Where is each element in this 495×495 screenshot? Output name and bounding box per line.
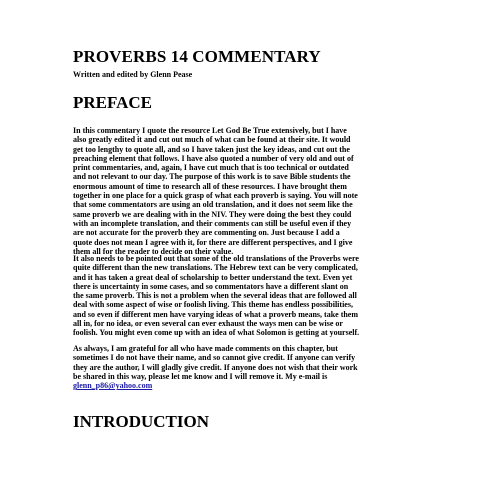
email-line	[73, 381, 428, 390]
preface-paragraph-3	[73, 344, 428, 390]
text-line: print commentaries, and, again, I have cut much that is too technical or outdated	[73, 163, 349, 173]
text-line: are not accurate for the proverb they are commenting on. Just because I add a	[73, 228, 340, 238]
text-line: all in, for no idea, or even several can ever exhaust the ways men can be wise or	[73, 319, 343, 329]
author-byline: Written and edited by Glenn Pease	[73, 70, 193, 79]
text-line: preaching element that follows. I have also quoted a number of very old and out of	[73, 153, 354, 163]
text-line: and not relevant to our day. The purpose of this work is to save Bible students the	[73, 172, 351, 182]
introduction-heading: INTRODUCTION	[73, 412, 210, 431]
email-link[interactable]: glenn_p86@yahoo.com	[73, 381, 153, 391]
text-line: them all for the reader to decide on their value.	[73, 246, 234, 256]
preface-paragraph-2	[73, 254, 428, 338]
text-line: quite different than the new translations. The Hebrew text can be very complicated,	[73, 263, 358, 273]
text-line: sometimes I do not have their name, and so cannot give credit. If anyone can verify	[73, 353, 356, 363]
text-line: that some commentators are using an old translation, and it does not seem like the	[73, 200, 353, 210]
text-line: In this commentary I quote the resource Let God Be True extensively, but I have	[73, 126, 347, 135]
text-line: deal with some aspect of wise or foolish living. This theme has endless possibilities,	[73, 300, 353, 310]
text-line: and so even if different men have varying ideas of what a proverb means, take them	[73, 309, 359, 319]
text-line: be shared in this way, please let me know and I will remove it. My e-mail is	[73, 371, 328, 381]
text-line: with an incomplete translation, and their comments can still be useful even if they	[73, 218, 352, 228]
text-line: also greatly edited it and cut out much of what can be found at their site. It would	[73, 135, 351, 145]
text-line: It also needs to be pointed out that some of the old translations of the Proverbs were	[73, 254, 359, 263]
text-line: enormous amount of time to research all of these resources. I have brought them	[73, 181, 347, 191]
text-line: quote does not mean I agree with it, for there are different perspectives, and I give	[73, 237, 353, 247]
text-line: they are the author, I will gladly give credit. If anyone does not wish that their work	[73, 362, 358, 372]
preface-heading: PREFACE	[73, 93, 153, 112]
text-line: foolish. You might even come up with an idea of what Solomon is getting at yourself.	[73, 328, 360, 338]
preface-paragraph-1	[73, 126, 428, 256]
text-line: there is uncertainty in some cases, and so commentators have a different slant on	[73, 281, 349, 291]
text-line: same proverb we are dealing with in the NIV. They were doing the best they could	[73, 209, 352, 219]
text-line: get too lengthy to quote all, and so I have taken just the key ideas, and cut out the	[73, 144, 350, 154]
text-line: together in one place for a quick grasp of what each proverb is saying. You will note	[73, 191, 358, 201]
document-title: PROVERBS 14 COMMENTARY	[73, 47, 321, 66]
text-line: and it has taken a great deal of scholarship to better understand the text. Even yet	[73, 272, 353, 282]
text-line: As always, I am grateful for all who have made comments on this chapter, but	[73, 344, 338, 353]
text-line: the same proverb. This is not a problem when the several ideas that are followed all	[73, 291, 357, 301]
